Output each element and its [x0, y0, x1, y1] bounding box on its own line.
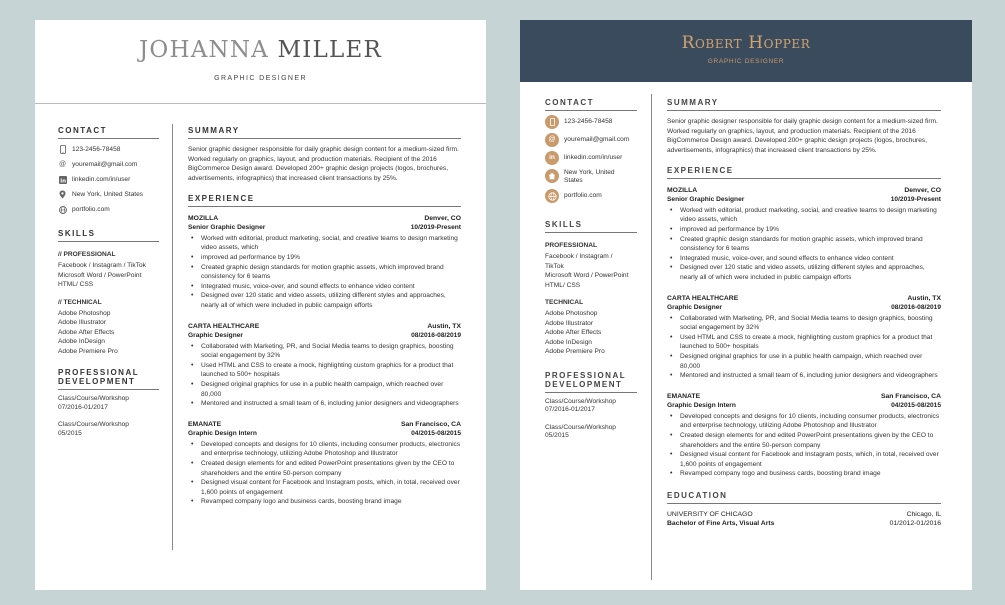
skill-item: Microsoft Word / PowerPoint — [545, 272, 629, 279]
job-bullet: • Created graphic design standards for motion graphic assets, which improved brand consistency for 6 teams — [667, 235, 941, 254]
pd-heading-line-2: DEVELOPMENT — [58, 377, 136, 386]
resume-header — [520, 20, 972, 82]
job-bullet: • Designed visual content for Facebook and Instagram posts, which, in total, received over 1,600 points of engagement — [667, 450, 941, 469]
pd-heading-line-1: PROFESSIONAL — [545, 370, 627, 380]
phone-icon — [545, 115, 559, 129]
skills-professional-heading: PROFESSIONAL — [545, 242, 598, 249]
home-icon — [545, 169, 559, 183]
job-bullet: • Designed visual content for Facebook and Instagram posts, which, in total, received over 1,600 points of engagement — [188, 478, 461, 497]
right-column — [188, 126, 461, 507]
job-bullet: • Designed original graphics for use in a public health campaign, which reached over 80,000 — [188, 380, 461, 399]
pd-course: Class/Course/Workshop — [545, 397, 616, 405]
skill-item: Adobe Photoshop — [58, 309, 111, 317]
job-bullet: • Designed over 120 static and video assets, utilizing different styles and approaches, nearly all of which were included in public campaign efforts — [667, 263, 941, 282]
pd-entry — [545, 424, 637, 441]
skills-technical-heading: TECHNICAL — [545, 299, 584, 306]
skills-heading: SKILLS — [545, 220, 637, 233]
skill-item: Adobe After Effects — [58, 328, 115, 336]
job-bullet: • Created design elements for and edited PowerPoint presentations given by the CEO to shareholders and the entire 50-person company — [188, 459, 461, 478]
column-divider — [651, 94, 652, 580]
email-text: youremail@gmail.com — [564, 136, 630, 143]
job-role: Graphic Designer — [188, 331, 243, 339]
linkedin-icon — [58, 175, 67, 184]
job-location: Denver, CO — [424, 214, 461, 222]
job-bullet: • Designed original graphics for use in a public health campaign, which reached over 80,000 — [667, 352, 941, 371]
skills-heading: SKILLS — [58, 229, 159, 242]
pd-date: 07/2016-01/2017 — [58, 403, 108, 411]
linkedin-text: linkedin.com/in/user — [564, 154, 623, 161]
job-location: Denver, CO — [904, 186, 941, 194]
phone-icon — [58, 145, 67, 154]
job-company: MOZILLA — [667, 186, 698, 194]
portfolio-text: portfolio.com — [72, 205, 110, 213]
job-header — [188, 421, 461, 428]
job-location: Austin, TX — [427, 322, 461, 330]
job-bullet: • Collaborated with Marketing, PR, and Social Media teams to design graphics, boosting social engagement by 32% — [188, 342, 461, 361]
job-subheader — [188, 224, 461, 231]
skill-item: Facebook / Instagram / TikTok — [58, 262, 146, 269]
job-bullet: • Mentored and instructed a small team of 6, including junior designers and videographers — [667, 371, 941, 381]
job-bullet: • Revamped company logo and business cards, boosting brand image — [667, 469, 941, 479]
skill-item: TikTok — [545, 262, 564, 270]
skills-professional-list — [545, 252, 637, 290]
job-subheader — [667, 402, 941, 409]
job-location: San Francisco, CA — [400, 420, 461, 428]
contact-heading: CONTACT — [58, 126, 159, 139]
contact-phone — [545, 115, 637, 129]
skills-technical-heading: // TECHNICAL — [58, 298, 102, 306]
pd-course: Class/Course/Workshop — [58, 421, 129, 428]
job-dates: 08/2016-08/2019 — [411, 331, 461, 339]
skill-item: Microsoft Word / PowerPoint — [58, 271, 142, 279]
job-company: MOZILLA — [188, 214, 219, 222]
experience-list — [667, 187, 941, 479]
job-bullets — [188, 234, 461, 311]
job-bullet: • Used HTML and CSS to create a mock, highlighting custom graphics for a product that launched to 500+ hospitals — [667, 333, 941, 352]
left-column — [58, 126, 159, 438]
job-bullets — [188, 342, 461, 409]
left-column — [545, 98, 637, 441]
location-text-line-2: States — [564, 177, 583, 184]
professional-development-heading — [545, 371, 637, 393]
job-bullets — [188, 440, 461, 507]
job-bullet: • Created design elements for and edited PowerPoint presentations given by the CEO to shareholders and the entire 50-person company — [667, 431, 941, 450]
job-entry — [188, 323, 461, 409]
resume-job-title: GRAPHIC DESIGNER — [707, 58, 785, 65]
job-subheader — [188, 430, 461, 437]
skill-item: Adobe Premiere Pro — [545, 348, 605, 355]
job-bullet: • Collaborated with Marketing, PR, and Social Media teams to design graphics, boosting social engagement by 32% — [667, 314, 941, 333]
job-role: Graphic Designer — [667, 303, 722, 311]
job-bullet: • Used HTML and CSS to create a mock, highlighting custom graphics for a product that launched to 500+ hospitals — [188, 361, 461, 380]
job-subheader — [188, 332, 461, 339]
job-bullet: • Mentored and instructed a small team of 6, including junior designers and videographers — [188, 399, 461, 409]
email-text: youremail@gmail.com — [72, 160, 138, 168]
job-dates: 10/2019-Present — [890, 195, 941, 203]
job-bullet: • Revamped company logo and business cards, boosting brand image — [188, 497, 461, 507]
professional-development-heading — [58, 368, 159, 390]
contact-linkedin[interactable] — [545, 151, 637, 165]
first-name: JOHANNA — [138, 37, 269, 63]
pd-entry — [58, 421, 159, 438]
education-school: UNIVERSITY OF CHICAGO — [667, 510, 753, 518]
location-pin-icon — [58, 190, 67, 199]
contact-email[interactable] — [58, 160, 159, 169]
education-entry — [667, 511, 941, 527]
job-role: Graphic Design Intern — [188, 429, 257, 437]
last-name: MILLER — [277, 37, 383, 63]
job-bullet: • Developed concepts and designs for 10 clients, including consumer products, electronics and enterprise technology, utilizing Adobe Photoshop and Illustrator — [188, 440, 461, 459]
job-bullet: • Created graphic design standards for motion graphic assets, which improved brand consistency for 6 teams — [188, 263, 461, 282]
job-header — [667, 187, 941, 194]
job-dates: 10/2019-Present — [410, 223, 461, 231]
job-bullets — [667, 314, 941, 381]
skill-item: Adobe InDesign — [545, 338, 592, 346]
job-dates: 04/2015-08/2015 — [411, 429, 461, 437]
contact-portfolio[interactable] — [58, 205, 159, 214]
job-company: CARTA HEALTHCARE — [188, 322, 260, 330]
linkedin-icon: in — [545, 151, 559, 165]
resume-header — [35, 20, 486, 104]
experience-list — [188, 215, 461, 507]
skill-item: Adobe Photoshop — [545, 310, 598, 317]
job-bullet: • Developed concepts and designs for 10 clients, including consumer products, electronics and enterprise technology, utilizing Adobe Photoshop and Illustrator — [667, 412, 941, 431]
job-header — [188, 215, 461, 222]
skill-item: Facebook / Instagram / — [545, 253, 613, 260]
phone-text: 123-2456-78458 — [72, 145, 121, 153]
summary-text: Senior graphic designer responsible for daily graphic design content for a medium-sized firm. Worked regularly on graphics, layout, and production materials. Recipient of the 2016 BigCommerce Design award. Developed 200+ graphic design projects (logos, brochures, advertisements, infographics) that increased client transactions by 25%. — [188, 146, 459, 183]
professional-development-list — [545, 398, 637, 441]
skill-item: Adobe InDesign — [58, 338, 105, 345]
column-divider — [172, 124, 173, 550]
summary-heading: SUMMARY — [188, 126, 461, 139]
contact-portfolio[interactable] — [545, 189, 637, 203]
education-dates: 01/2012-01/2016 — [889, 519, 941, 527]
resume-page-johanna — [35, 20, 486, 590]
job-role: Senior Graphic Designer — [667, 195, 745, 203]
at-icon: @ — [58, 160, 67, 168]
location-text-line-1: New York, United — [564, 169, 615, 176]
contact-email[interactable] — [545, 133, 637, 147]
pd-heading-line-1: PROFESSIONAL — [58, 368, 140, 377]
pd-date: 05/2015 — [58, 429, 82, 437]
contact-location — [545, 169, 637, 185]
job-location: Austin, TX — [907, 294, 941, 302]
pd-date: 07/2016-01/2017 — [545, 406, 595, 413]
summary-text: Senior graphic designer responsible for daily graphic design content for a medium-sized firm. Worked regularly on graphics, layout, and production materials. Recipient of the 2016 BigCommerce Design award. Developed 200+ graphic design projects (logos, brochures, advertisements, infographics) that increased client transactions by 25%. — [667, 118, 938, 155]
contact-heading: CONTACT — [545, 98, 637, 111]
pd-heading-line-2: DEVELOPMENT — [545, 379, 623, 389]
experience-heading: EXPERIENCE — [188, 194, 461, 207]
globe-icon — [545, 189, 559, 203]
resume-page-robert — [520, 20, 972, 590]
job-bullet: • Designed over 120 static and video assets, utilizing different styles and approaches, nearly all of which were included in public campaign efforts — [188, 291, 461, 310]
skill-item: Adobe Illustrator — [545, 319, 594, 327]
job-entry — [667, 295, 941, 381]
contact-location — [58, 190, 159, 199]
experience-heading: EXPERIENCE — [667, 166, 941, 179]
resume-job-title: GRAPHIC DESIGNER — [214, 75, 307, 82]
job-company: EMANATE — [667, 392, 701, 400]
job-bullets — [667, 206, 941, 283]
job-dates: 08/2016-08/2019 — [891, 303, 941, 311]
professional-development-list — [58, 395, 159, 438]
job-location: San Francisco, CA — [880, 392, 941, 400]
job-dates: 04/2015-08/2015 — [891, 401, 941, 409]
skills-technical-list — [545, 309, 637, 357]
job-bullet: • Integrated music, voice-over, and sound effects to enhance video content — [188, 282, 461, 292]
skill-item: Adobe Premiere Pro — [58, 347, 118, 355]
skills-professional-list — [58, 261, 159, 290]
job-role: Senior Graphic Designer — [188, 223, 266, 231]
skill-item: Adobe Illustrator — [58, 319, 107, 326]
contact-linkedin[interactable] — [58, 175, 159, 184]
job-header — [188, 323, 461, 330]
job-entry — [188, 421, 461, 507]
skills-professional-heading: // PROFESSIONAL — [58, 251, 116, 258]
job-bullet: • improved ad performance by 19% — [188, 253, 461, 263]
job-subheader — [667, 304, 941, 311]
job-role: Graphic Design Intern — [667, 401, 736, 409]
job-header — [667, 295, 941, 302]
location-text: New York, United States — [72, 190, 144, 198]
at-icon: @ — [545, 133, 559, 147]
skill-item: Adobe After Effects — [545, 329, 602, 336]
pd-entry — [58, 395, 159, 412]
job-entry — [667, 393, 941, 479]
education-location: Chicago, IL — [906, 510, 941, 518]
job-entry — [188, 215, 461, 311]
summary-heading: SUMMARY — [667, 98, 941, 111]
job-bullet: • Worked with editorial, product marketing, social, and creative teams to design marketing video assets, which — [667, 206, 941, 225]
job-bullets — [667, 412, 941, 479]
education-heading: EDUCATION — [667, 491, 941, 504]
portfolio-text: portfolio.com — [564, 192, 602, 199]
contact-phone — [58, 145, 159, 154]
pd-course: Class/Course/Workshop — [58, 395, 129, 402]
globe-icon — [58, 205, 67, 214]
resume-name — [35, 20, 486, 63]
job-entry — [667, 187, 941, 283]
skills-technical-list — [58, 309, 159, 357]
job-header — [667, 393, 941, 400]
job-bullet: • Integrated music, voice-over, and sound effects to enhance video content — [667, 254, 941, 264]
skill-item: HTML/ CSS — [58, 281, 94, 288]
pd-entry — [545, 398, 637, 415]
pd-course: Class/Course/Workshop — [545, 423, 616, 431]
job-company: CARTA HEALTHCARE — [667, 294, 739, 302]
right-column — [667, 98, 941, 527]
job-subheader — [667, 196, 941, 203]
job-bullet: • improved ad performance by 19% — [667, 225, 941, 235]
phone-text: 123-2456-78458 — [564, 118, 613, 125]
education-degree: Bachelor of Fine Arts, Visual Arts — [667, 519, 775, 527]
pd-date: 05/2015 — [545, 432, 569, 439]
skill-item: HTML/ CSS — [545, 281, 581, 289]
svg-text:in: in — [59, 178, 66, 184]
resume-name: Robert Hopper — [681, 33, 811, 53]
linkedin-text: linkedin.com/in/user — [72, 175, 131, 183]
job-company: EMANATE — [188, 420, 222, 428]
job-bullet: • Worked with editorial, product marketing, social, and creative teams to design marketing video assets, which — [188, 234, 461, 253]
